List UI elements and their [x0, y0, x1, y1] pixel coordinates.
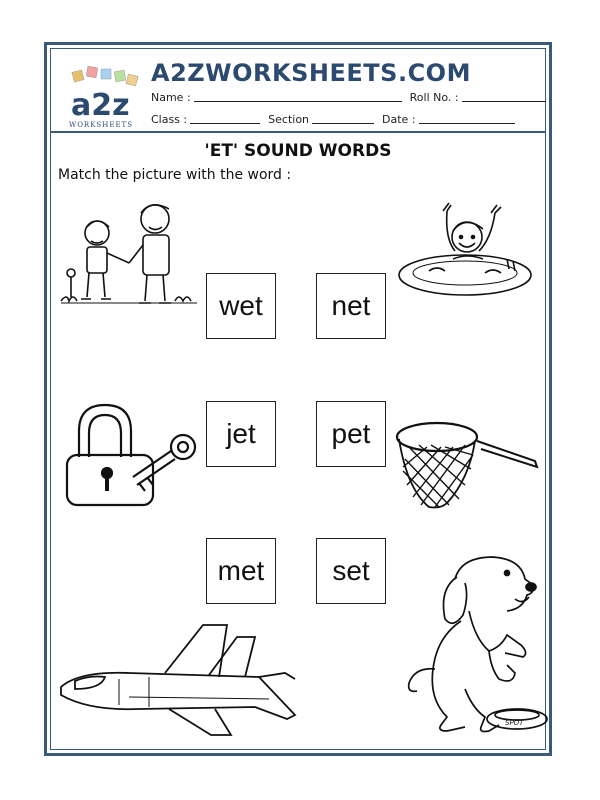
word-box-set[interactable]: set [316, 538, 386, 604]
padlock-and-key-picture[interactable] [59, 399, 199, 509]
word-box-met[interactable]: met [206, 538, 276, 604]
header-row-class [151, 113, 515, 126]
date-label: Date : [382, 113, 416, 126]
date-field-line[interactable] [419, 122, 515, 124]
word-box-wet[interactable]: wet [206, 273, 276, 339]
boys-shaking-hands-picture[interactable] [59, 197, 199, 312]
worksheet-title: 'ET' SOUND WORDS [204, 141, 392, 161]
class-label: Class : [151, 113, 188, 126]
worksheet-inner-frame [50, 48, 546, 750]
svg-text:SPOT: SPOT [505, 719, 524, 727]
svg-text:a2z: a2z [71, 88, 130, 123]
puppy-picture[interactable] [403, 549, 551, 735]
roll-field-line[interactable] [462, 100, 546, 102]
butterfly-net-picture[interactable] [395, 419, 545, 511]
roll-label: Roll No. : [409, 91, 459, 104]
header-divider [51, 131, 545, 133]
word-box-pet[interactable]: pet [316, 401, 386, 467]
word-box-jet[interactable]: jet [206, 401, 276, 467]
worksheet-frame [44, 42, 552, 756]
boy-in-water-picture[interactable] [395, 199, 535, 299]
instruction-text: Match the picture with the word : [58, 167, 292, 183]
header-row-name [151, 91, 546, 104]
word-box-net[interactable]: net [316, 273, 386, 339]
jet-plane-picture[interactable] [59, 615, 299, 737]
name-field-line[interactable] [194, 100, 402, 102]
section-label: Section [268, 113, 310, 126]
site-title: A2ZWORKSHEETS.COM [151, 59, 471, 87]
svg-text:WORKSHEETS: WORKSHEETS [69, 121, 134, 129]
section-field-line[interactable] [312, 122, 374, 124]
class-field-line[interactable] [190, 122, 260, 124]
site-logo [65, 65, 145, 131]
name-label: Name : [151, 91, 191, 104]
